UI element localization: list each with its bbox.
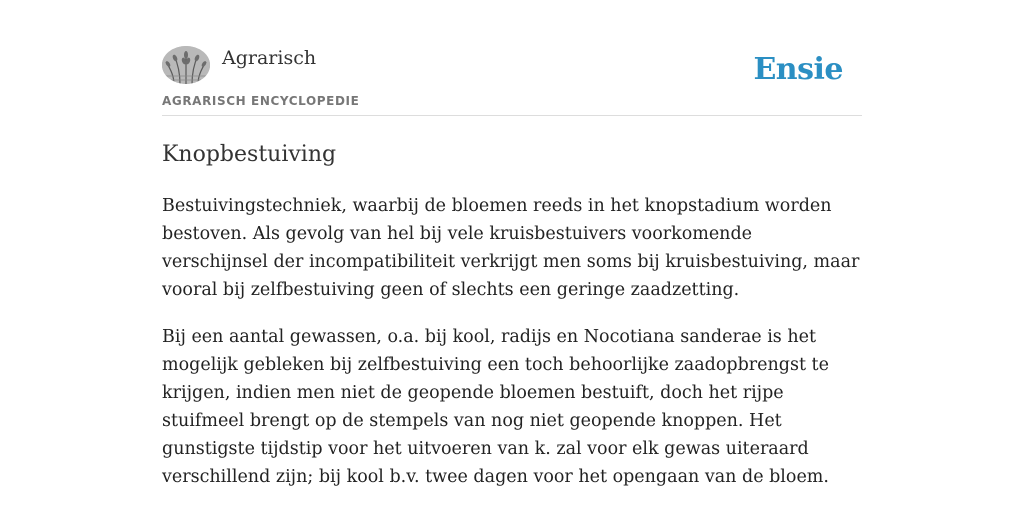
brand-logo[interactable]: Ensie — [753, 52, 843, 87]
wheat-logo-icon[interactable] — [162, 46, 210, 84]
site-subtitle: AGRARISCH ENCYCLOPEDIE — [162, 94, 360, 108]
site-header — [162, 0, 862, 116]
article-paragraph: Bestuivingstechniek, waarbij de bloemen reeds in het knopstadium worden bestoven. Als gevolg van hel bij vele kruisbestuivers voorkomende verschijnsel der incompatibiliteit verkrijgt men soms bij kruisbestuiving, maar vooral bij zelfbestuiving geen of slechts een geringe zaadzetting. — [162, 196, 860, 300]
article-body — [162, 192, 862, 510]
article-card — [162, 0, 862, 487]
article-paragraph: Bij een aantal gewassen, o.a. bij kool, radijs en Nocotiana sanderae is het mogelijk gebleken bij zelfbestuiving een toch behoorlijke zaadopbrengst te krijgen, indien men niet de geopende bloemen bestuift, doch het rijpe stuifmeel brengt op de stempels van nog niet geopende knoppen. Het gunstigste tijdstip voor het uitvoeren van k. zal voor elk gewas uiteraard verschillend zijn; bij kool b.v. twee dagen voor het opengaan van de bloem. — [162, 327, 829, 487]
article-title: Knopbestuiving — [162, 142, 337, 167]
site-name[interactable]: Agrarisch — [222, 47, 317, 69]
